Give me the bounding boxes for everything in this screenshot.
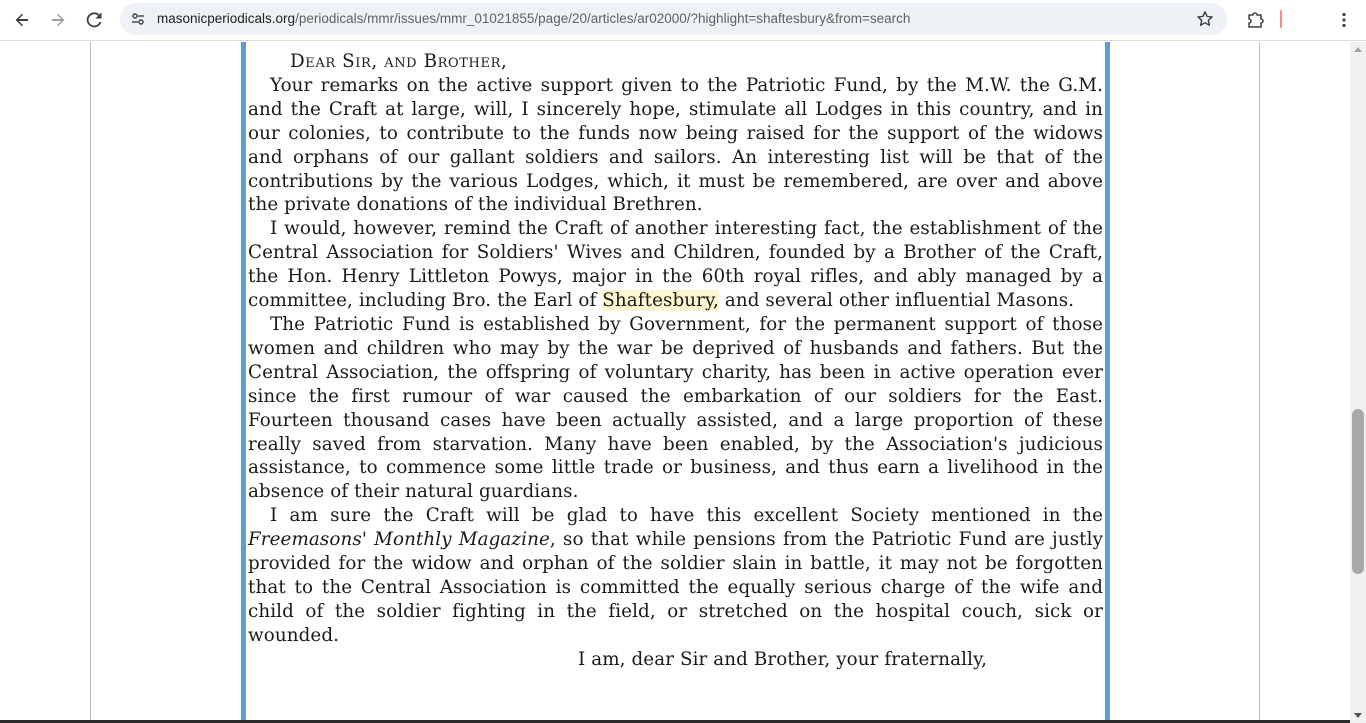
paragraph-4-text-a: I am sure the Craft will be glad to have this excellent Society mentioned in the — [270, 505, 1103, 527]
paragraph-4-text-b: , so that while pensions from the Patriotic Fund are justly provided for the widow and orphan of the soldier slain in battle, it may not be forgotten that to the Central Association is committed the equally serious charge of the wife and child of the soldier fighting in the field, or stretched on the hospital couch, sick or wounded. — [248, 529, 1104, 646]
paragraph-1: Your remarks on the active support given to the Patriotic Fund, by the M.W. the G.M. and the Craft at large, will, I sincerely hope, stimulate all Lodges in this country, and in our colonies, to contribute to the funds now being raised for the support of the widows and orphans of our gallant soldiers and sailors. An interesting list will be that of the contributions by the various Lodges, which, it must be remembered, are over and above the private donations of the individual Brethren. — [248, 74, 1103, 216]
scroll-thumb[interactable] — [1352, 409, 1364, 574]
scroll-up-arrow-icon[interactable] — [1354, 47, 1362, 52]
browser-toolbar — [0, 0, 1366, 41]
url-text[interactable] — [157, 3, 910, 35]
forward-button[interactable] — [42, 4, 74, 36]
kebab-menu-icon — [1335, 11, 1353, 29]
site-info-button[interactable] — [126, 7, 150, 31]
browser-menu-button[interactable] — [1328, 4, 1360, 36]
paragraph-2-text-a: I would, however, remind the Craft of another interesting fact, the establishment of the Central Association for Soldiers' Wives and Children, founded by a Brother of the Craft, the Hon. Henry Littleton Powys, major in the 60th royal rifles, and ably managed by a committee, including Bro. the Earl of — [248, 218, 1103, 312]
puzzle-icon — [1246, 11, 1264, 29]
extensions-button[interactable] — [1239, 4, 1271, 36]
forward-arrow-icon — [49, 11, 67, 29]
closing-line: I am, dear Sir and Brother, your fraternally, — [578, 648, 987, 670]
address-bar[interactable] — [120, 3, 1227, 35]
url-host: masonicperiodicals.org — [157, 11, 296, 26]
reload-button[interactable] — [78, 4, 110, 36]
magazine-title: Freemasons' Monthly Magazine — [248, 529, 550, 551]
site-info-icon — [130, 11, 146, 27]
bookmark-button[interactable] — [1193, 7, 1217, 31]
salutation: Dear Sir, and Brother, — [290, 51, 508, 72]
scroll-down-arrow-icon[interactable] — [1354, 713, 1362, 718]
vertical-scrollbar[interactable] — [1350, 42, 1366, 723]
profile-indicator[interactable] — [1280, 10, 1282, 28]
star-icon — [1196, 10, 1214, 28]
search-highlight: Shaftesbury, — [602, 290, 719, 312]
paragraph-2-text-b: and several other influential Masons. — [718, 290, 1075, 312]
article-page-scan — [241, 42, 1110, 723]
back-arrow-icon — [13, 11, 31, 29]
page-viewport — [0, 42, 1350, 723]
back-button[interactable] — [6, 4, 38, 36]
paragraph-4 — [248, 504, 1103, 647]
paragraph-2 — [248, 217, 1103, 313]
article-text — [248, 50, 1103, 672]
reload-icon — [85, 11, 103, 29]
paragraph-3: The Patriotic Fund is established by Government, for the permanent support of those women and children who may by the war be deprived of husbands and fathers. But the Central Association, the offspring of voluntary charity, has been in active operation ever since the first rumour of war caused the embarkation of our soldiers for the East. Fourteen thousand cases have been actually assisted, and a large proportion of these really saved from starvation. Many have been enabled, by the Association's judicious assistance, to commence some little trade or business, and thus earn a livelihood in the absence of their natural guardians. — [248, 313, 1103, 503]
url-path: /periodicals/mmr/issues/mmr_01021855/page/20/articles/ar02000/?highlight=shaftesbury&from=search — [295, 11, 911, 26]
